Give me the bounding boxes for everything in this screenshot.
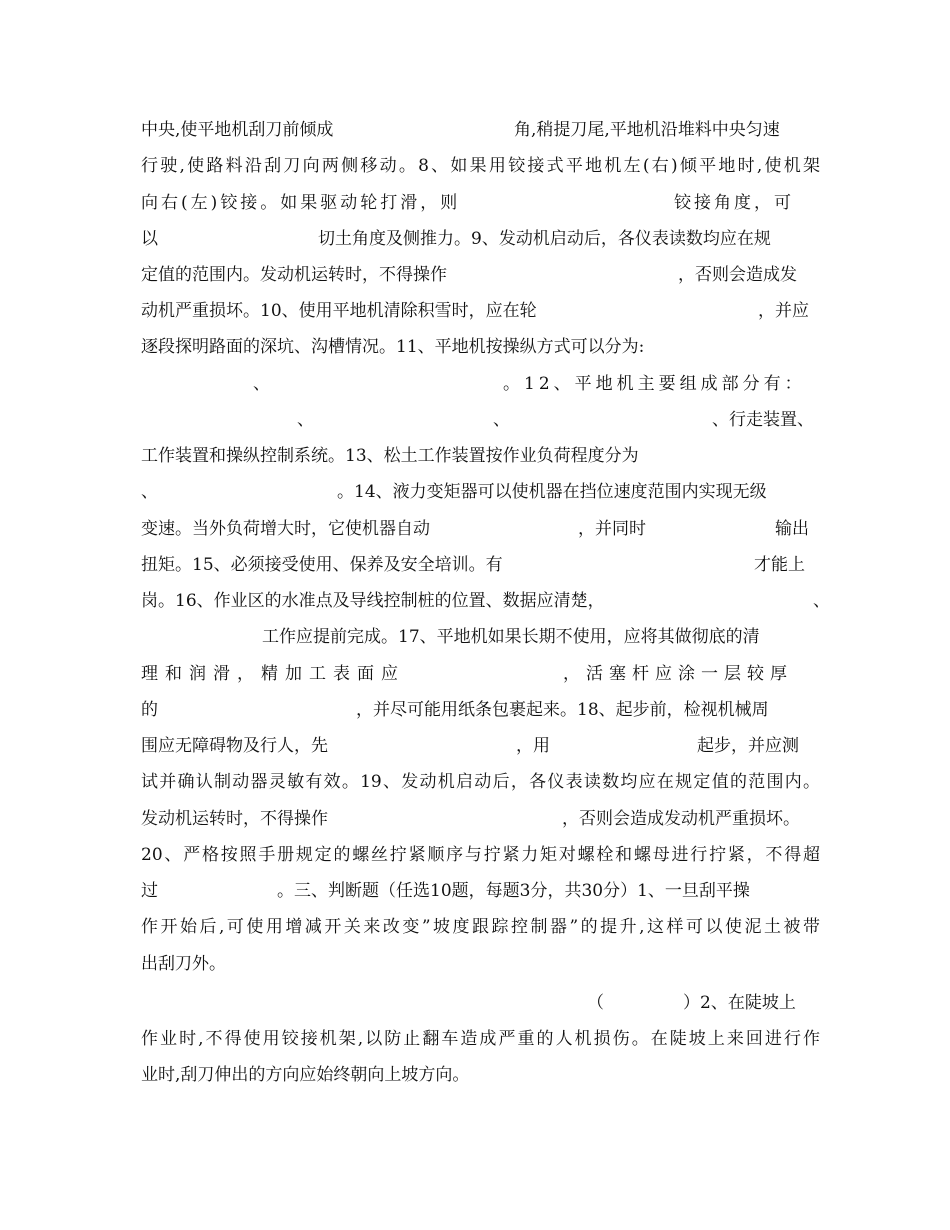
text-line xyxy=(141,805,820,833)
text-segment: ，否则会造成发动机严重损坏。 xyxy=(562,809,800,829)
text-segment: 、 xyxy=(297,410,314,430)
text-line xyxy=(141,515,820,543)
text-line xyxy=(141,189,820,217)
text-segment: ，并尽可能用纸条包裹起来。18、起步前，检视机械周 xyxy=(356,700,769,720)
text-segment: 、 xyxy=(493,410,510,430)
text-segment: 角,稍提刀尾,平地机沿堆料中央匀速 xyxy=(514,120,780,140)
text-segment: ，并应 xyxy=(758,301,809,321)
text-segment: 切土角度及侧推力。9、发动机启动后，各仪表读数均应在规 xyxy=(318,229,771,249)
text-line: 出刮刀外。 xyxy=(141,954,226,974)
text-line xyxy=(141,261,820,289)
text-segment: 。12、平地机主要组成部分有： xyxy=(503,374,806,394)
text-segment: 的 xyxy=(141,700,158,720)
text-segment: 动机严重损坏。10、使用平地机清除积雪时，应在轮 xyxy=(141,301,537,321)
text-segment: 铰接角度，可 xyxy=(674,193,794,213)
text-segment: 起步，并应测 xyxy=(697,736,799,756)
text-segment: 。三、判断题（任选10题，每题3分，共30分）1、一旦刮平操 xyxy=(277,881,750,901)
text-segment: 向右(左)铰接。如果驱动轮打滑，则 xyxy=(141,193,461,213)
text-line xyxy=(141,732,820,760)
text-line xyxy=(141,225,820,253)
text-line: 逐段探明路面的深坑、沟槽情况。11、平地机按操纵方式可以分为: xyxy=(141,337,645,357)
text-line xyxy=(141,623,820,651)
text-line xyxy=(141,551,820,579)
text-line: 行驶,使路料沿刮刀向两侧移动。8、如果用铰接式平地机左(右)倾平地时,使机架 xyxy=(141,156,820,176)
text-line: 作开始后,可使用增减开关来改变”坡度跟踪控制器”的提升,这样可以使泥土被带 xyxy=(141,917,820,937)
text-line: 作业时,不得使用铰接机架,以防止翻车造成严重的人机损伤。在陡坡上来回进行作 xyxy=(141,1029,820,1049)
text-line: 业时,刮刀伸出的方向应始终朝向上坡方向。 xyxy=(141,1065,470,1085)
text-segment: 工作应提前完成。17、平地机如果长期不使用，应将其做彻底的清 xyxy=(262,627,760,647)
text-line: 20、严格按照手册规定的螺丝拧紧顺序与拧紧力矩对螺栓和螺母进行拧紧，不得超 xyxy=(141,845,820,865)
text-line xyxy=(141,116,820,144)
text-segment: ）2、在陡坡上 xyxy=(683,993,796,1013)
text-segment: 才能上 xyxy=(754,555,805,575)
text-segment: （ xyxy=(587,993,604,1013)
text-segment: 、行走装置、 xyxy=(712,410,814,430)
text-segment: 。14、液力变矩器可以使机器在挡位速度范围内实现无级 xyxy=(337,482,767,502)
text-line: 试并确认制动器灵敏有效。19、发动机启动后，各仪表读数均应在规定值的范围内。 xyxy=(141,772,820,792)
text-line: 工作装置和操纵控制系统。13、松土工作装置按作业负荷程度分为 xyxy=(141,446,639,466)
text-segment: 定值的范围内。发动机运转时，不得操作 xyxy=(141,265,447,285)
text-segment: 过 xyxy=(141,881,158,901)
text-line xyxy=(141,696,820,724)
text-line xyxy=(141,660,820,688)
text-segment: 变速。当外负荷增大时，它使机器自动 xyxy=(141,519,430,539)
text-line xyxy=(141,406,820,434)
text-segment: ，并同时 xyxy=(578,519,646,539)
text-segment: 、 xyxy=(813,591,830,611)
text-segment: 中央,使平地机刮刀前倾成 xyxy=(141,120,334,140)
text-segment: 理和润滑，精加工表面应 xyxy=(141,664,405,684)
text-line xyxy=(141,370,820,398)
text-segment: 发动机运转时，不得操作 xyxy=(141,809,328,829)
text-segment: 围应无障碍物及行人，先 xyxy=(141,736,328,756)
text-line xyxy=(141,877,820,905)
text-segment: 、 xyxy=(253,374,270,394)
text-segment: ，否则会造成发 xyxy=(678,265,797,285)
text-segment: 以 xyxy=(141,229,158,249)
text-segment: 岗。16、作业区的水准点及导线控制桩的位置、数据应清楚， xyxy=(141,591,605,611)
text-segment: 扭矩。15、必须接受使用、保养及安全培训。有 xyxy=(141,555,503,575)
text-segment: ，用 xyxy=(516,736,550,756)
text-line xyxy=(141,989,820,1017)
text-line xyxy=(141,297,820,325)
text-line xyxy=(141,587,830,615)
text-line xyxy=(141,478,820,506)
text-segment: 输出 xyxy=(775,519,809,539)
text-segment: 、 xyxy=(141,482,158,502)
text-segment: ，活塞杆应涂一层较厚 xyxy=(563,664,793,684)
